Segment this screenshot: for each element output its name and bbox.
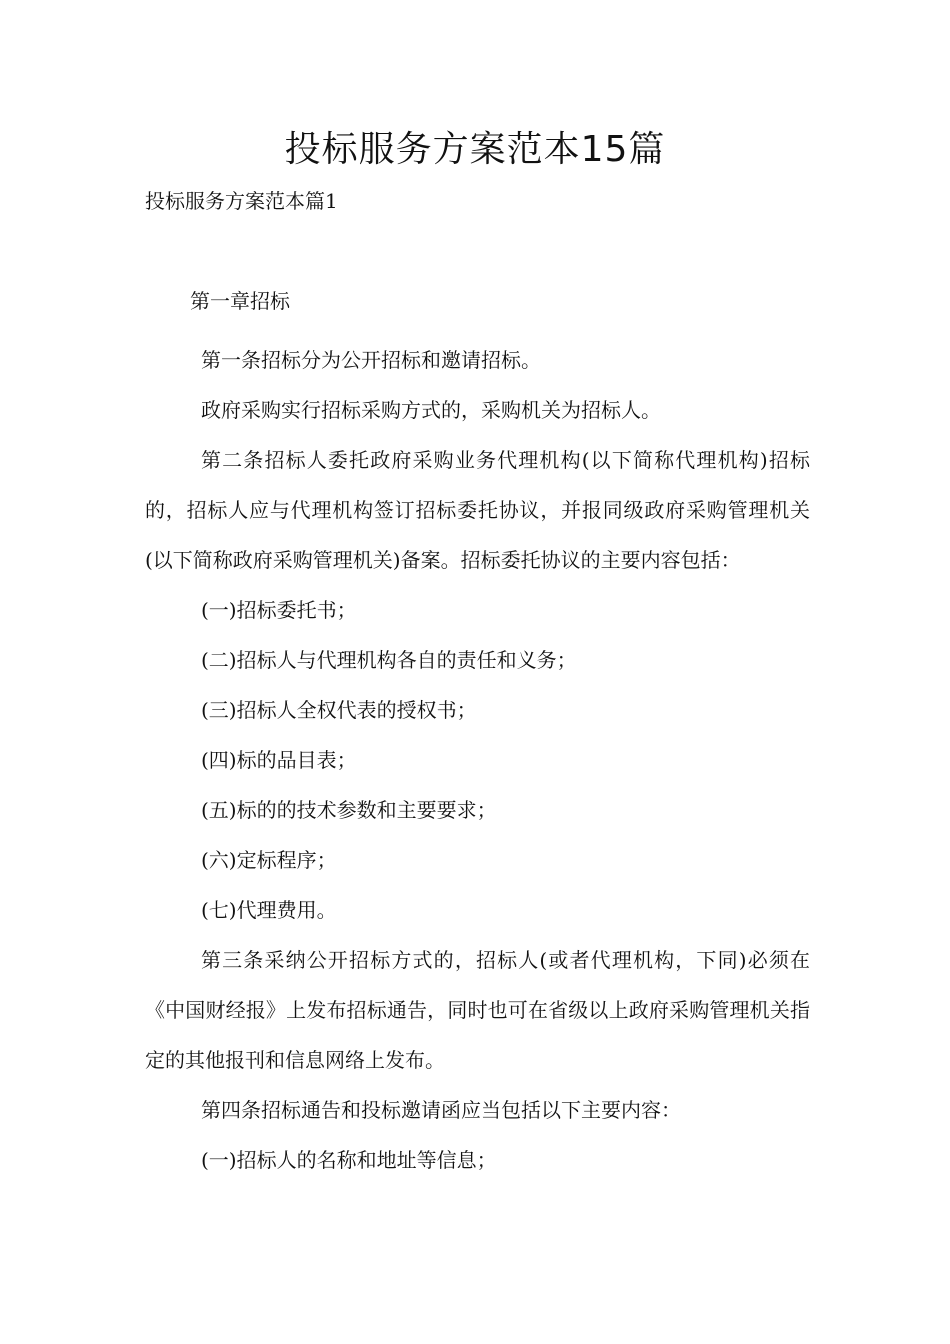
- paragraph: (一)招标人的名称和地址等信息；: [201, 1148, 497, 1172]
- paragraph: (五)标的的技术参数和主要要求；: [201, 798, 497, 822]
- paragraph: (七)代理费用。: [201, 898, 337, 922]
- chapter-heading: 第一章招标: [190, 289, 290, 313]
- paragraph: (二)招标人与代理机构各自的责任和义务；: [201, 648, 577, 672]
- paragraph: 政府采购实行招标采购方式的，采购机关为招标人。: [201, 398, 661, 422]
- paragraph: (六)定标程序；: [201, 848, 337, 872]
- paragraph: (四)标的品目表；: [201, 748, 357, 772]
- document-body: [145, 335, 810, 1185]
- paragraph: (三)招标人全权代表的授权书；: [201, 698, 477, 722]
- paragraph: 第四条招标通告和投标邀请函应当包括以下主要内容：: [201, 1098, 681, 1122]
- paragraph: 第二条招标人委托政府采购业务代理机构(以下简称代理机构)招标的，招标人应与代理机构签订招标委托协议，并报同级政府采购管理机关(以下简称政府采购管理机关)备案。招标委托协议的主要内容包括：: [145, 448, 810, 572]
- paragraph: 第一条招标分为公开招标和邀请招标。: [201, 348, 541, 372]
- document-subtitle: 投标服务方案范本篇1: [145, 189, 338, 213]
- paragraph: 第三条采纳公开招标方式的，招标人(或者代理机构，下同)必须在《中国财经报》上发布招标通告，同时也可在省级以上政府采购管理机关指定的其他报刊和信息网络上发布。: [145, 948, 810, 1072]
- document-title: 投标服务方案范本15篇: [284, 129, 666, 170]
- paragraph: (一)招标委托书；: [201, 598, 357, 622]
